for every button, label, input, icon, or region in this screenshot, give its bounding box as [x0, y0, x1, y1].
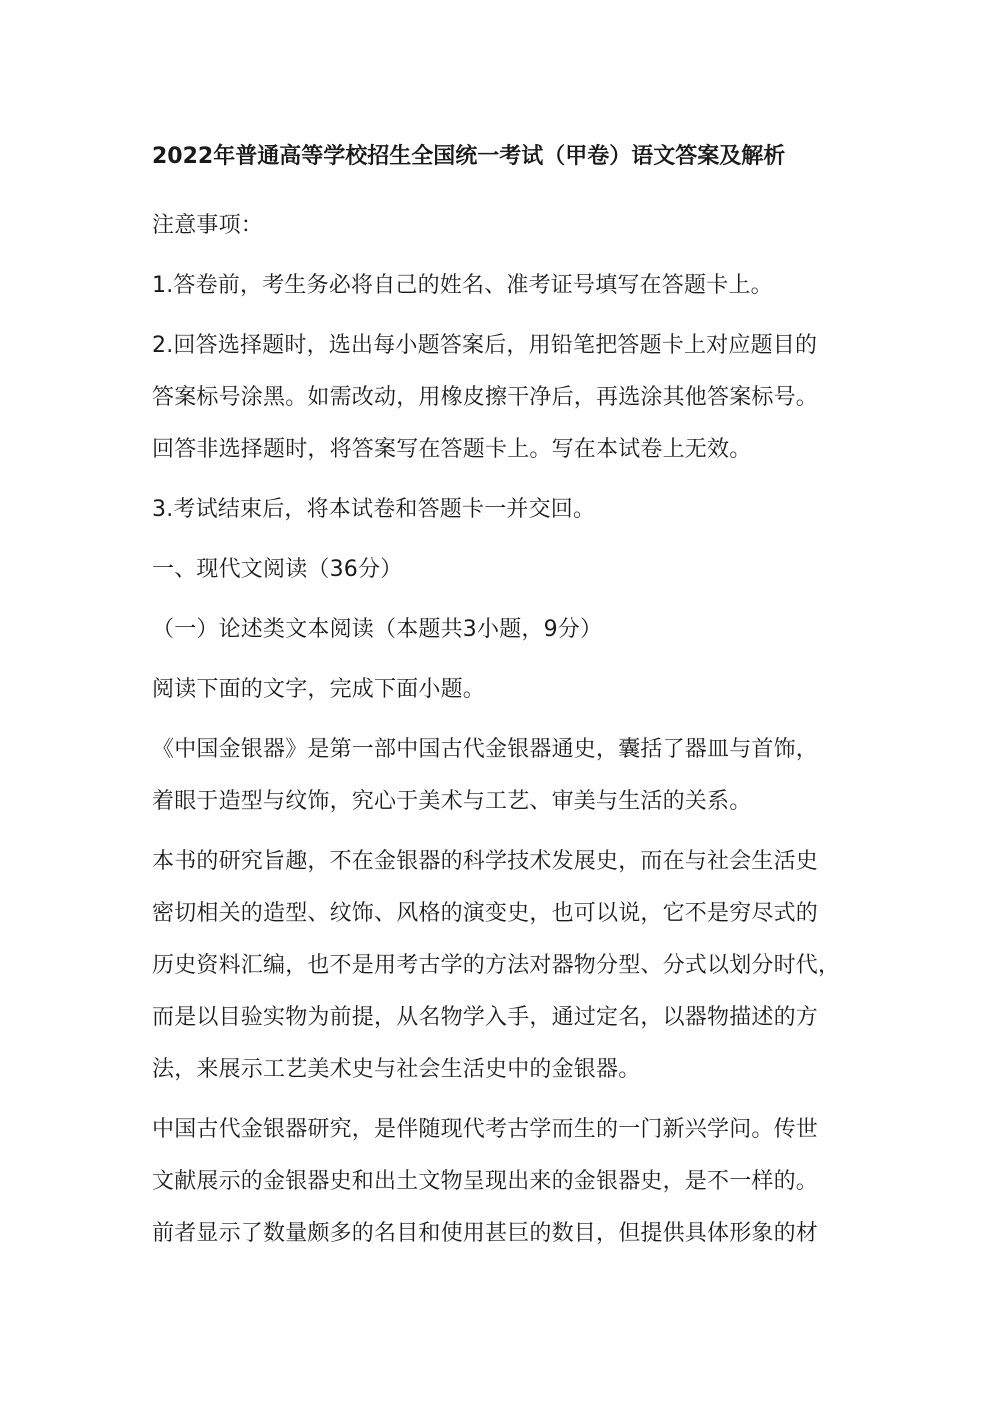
notice-heading: 注意事项：	[152, 213, 264, 238]
text-line: 文献展示的金银器史和出土文物呈现出来的金银器史，是不一样的。	[152, 1169, 819, 1194]
paragraph-2	[152, 836, 852, 1096]
text-line: 中国古代金银器研究，是伴随现代考古学而生的一门新兴学问。传世	[152, 1117, 819, 1142]
section-heading: 一、现代文阅读（36分）	[152, 557, 403, 582]
text-line: 2.回答选择题时，选出每小题答案后，用铅笔把答题卡上对应题目的	[152, 333, 818, 358]
document-title: 2022年普通高等学校招生全国统一考试（甲卷）语文答案及解析	[152, 144, 786, 169]
notice-item-3: 3.考试结束后，将本试卷和答题卡一并交回。	[152, 497, 596, 522]
document-page	[152, 138, 852, 1268]
notice-item-1: 1.答卷前，考生务必将自己的姓名、准考证号填写在答题卡上。	[152, 273, 773, 298]
text-line: 而是以目验实物为前提，从名物学入手，通过定名，以器物描述的方	[152, 1005, 819, 1030]
reading-instruction: 阅读下面的文字，完成下面小题。	[152, 677, 486, 702]
text-line: 历史资料汇编，也不是用考古学的方法对器物分型、分式以划分时代，	[152, 953, 841, 978]
text-line: 答案标号涂黑。如需改动，用橡皮擦干净后，再选涂其他答案标号。	[152, 385, 819, 410]
text-line: 前者显示了数量颇多的名目和使用甚巨的数目，但提供具体形象的材	[152, 1221, 819, 1246]
subsection-heading: （一）论述类文本阅读（本题共3小题，9分）	[152, 617, 603, 642]
text-line: 《中国金银器》是第一部中国古代金银器通史，囊括了器皿与首饰，	[152, 737, 819, 762]
paragraph-1	[152, 724, 852, 828]
notice-item-2	[152, 320, 852, 476]
text-line: 本书的研究旨趣，不在金银器的科学技术发展史，而在与社会生活史	[152, 849, 819, 874]
text-line: 着眼于造型与纹饰，究心于美术与工艺、审美与生活的关系。	[152, 789, 752, 814]
text-line: 密切相关的造型、纹饰、风格的演变史，也可以说，它不是穷尽式的	[152, 901, 819, 926]
paragraph-3	[152, 1104, 852, 1260]
text-line: 回答非选择题时，将答案写在答题卡上。写在本试卷上无效。	[152, 437, 752, 462]
text-line: 法，来展示工艺美术史与社会生活史中的金银器。	[152, 1057, 641, 1082]
